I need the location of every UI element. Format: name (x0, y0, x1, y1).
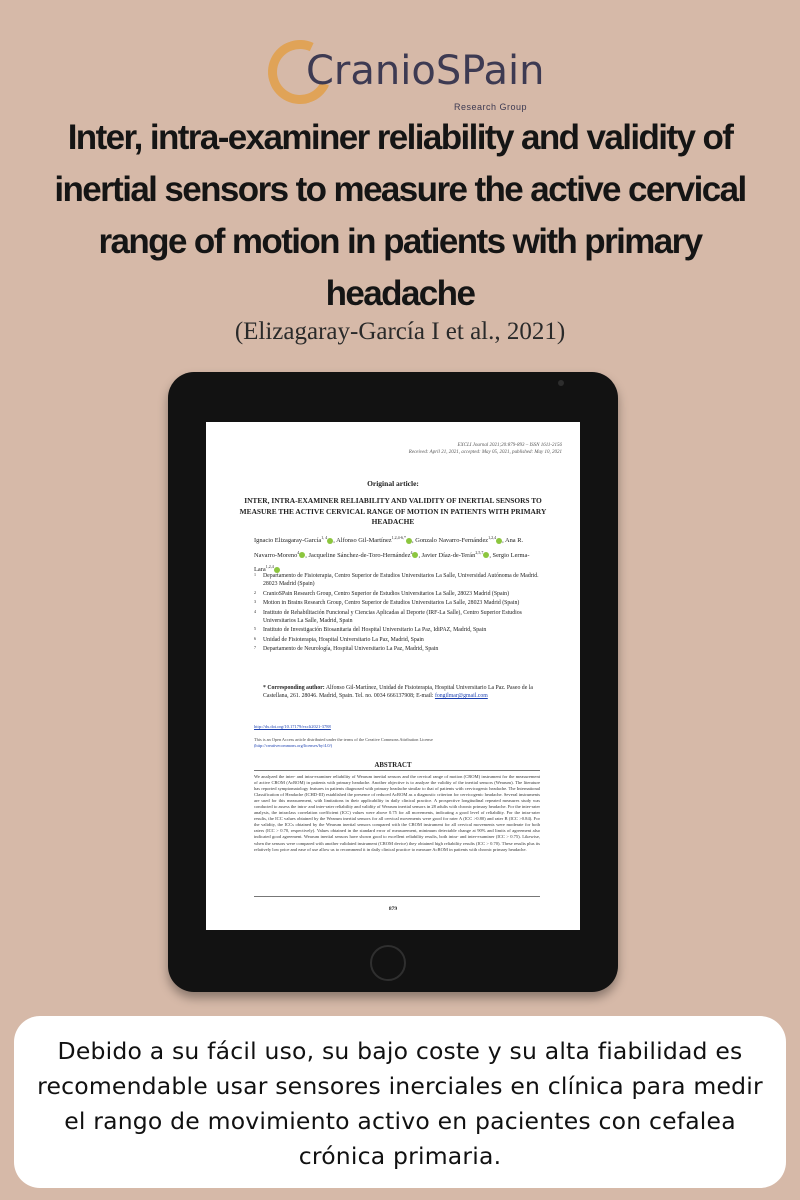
license-text: This is an Open Access article distributed under the terms of the Creative Commons Attribution License (254, 737, 433, 742)
author-affiliation-ref: 4 (297, 549, 300, 555)
abstract-heading: ABSTRACT (374, 762, 412, 769)
affiliation-item (254, 590, 544, 598)
author-affiliation-ref: 2,5,7 (475, 549, 484, 555)
affiliation-text: CranioSPain Research Group, Centro Superior de Estudios Universitarios La Salle, 28023 Madrid (Spain) (263, 590, 510, 597)
conclusion-callout (14, 1016, 786, 1188)
orcid-icon[interactable] (496, 538, 502, 544)
orcid-icon[interactable] (483, 552, 489, 558)
affiliation-number: 3 (254, 599, 256, 604)
affiliation-number: 1 (254, 572, 256, 577)
orcid-icon[interactable] (297, 549, 305, 558)
tablet-home-button[interactable] (370, 945, 406, 981)
cranio-spain-logo (268, 38, 545, 116)
conclusion-text: Debido a su fácil uso, su bajo coste y su alta fiabilidad es recomendable usar sensores inerciales en clínica para medir el rango de movimiento activo en pacientes con cefalea crónica primaria. (37, 1037, 763, 1170)
author-name: Ana R. Navarro-Moreno (254, 537, 524, 559)
journal-line: EXCLI Journal 2021;20:879-893 – ISSN 1611-2156 (457, 443, 562, 448)
corresponding-text: Alfonso Gil-Martínez, Unidad de Fisioterapia, Hospital Universitario La Paz. Paseo de la Castellana, 261. 28046. Madrid, Spain. Tel. no. 0034 666137908; E-mail: (263, 685, 533, 699)
corresponding-email-link[interactable]: fongilmar@gmail.com (434, 693, 488, 699)
author-name: Ignacio Elizagaray-García (254, 537, 322, 545)
affiliation-item (254, 645, 544, 653)
affiliation-number: 5 (254, 626, 256, 631)
abstract-rule-bottom (254, 896, 540, 897)
logo-brand-name: CranioSPain (306, 48, 545, 94)
tablet-device (168, 372, 618, 992)
author-name: Jacqueline Sánchez-de-Toro-Hernández (308, 551, 411, 559)
affiliation-text: Departamento de Neurología, Hospital Universitario La Paz, Madrid, Spain (263, 646, 439, 652)
article-type: Original article: (367, 479, 419, 488)
title-line: inertial sensors to measure the active cervical (54, 170, 746, 209)
author-affiliation-ref: 1,2,4 (265, 564, 274, 570)
affiliation-text: Motion in Brains Research Group, Centro Superior de Estudios Universitarios La Salle, 28023 Madrid (Spain) (263, 600, 520, 606)
license-link[interactable]: (http://creativecommons.org/licenses/by/4.0/) (254, 743, 333, 748)
affiliation-item (254, 599, 544, 607)
title-line: Inter, intra-examiner reliability and validity of (67, 118, 733, 157)
author-affiliation-ref: 1,2,4 (488, 535, 497, 540)
affiliation-text: Instituto de Rehabilitación Funcional y Ciencias Aplicadas al Deporte (IRF-La Salle), Centro Superior Estudios Universitarios La Salle, Madrid, Spain (263, 609, 522, 624)
affiliation-number: 2 (254, 589, 256, 595)
abstract-text: We analyzed the inter- and intra-examiner reliability of Wearum inertial sensors and the cervical range of motion (CROM) instrument for the measurement of active CROM (AcROM) in patients with primary headache. Another objective is to analyze the validity of the inertial sensors (Wearum). The literature has reported symptomatology features in patients diagnosed with primary headache similar to that of patients with cervicogenic headache. The International Classification of Headache (ICHD-III) established the presence of reduced AcROM as a diagnostic criterion for cervicogenic headache. Several instruments are used for this measurement, with limitations in their applicability in daily clinical practice. A prospective longitudinal repeated measures study was conducted to assess the intra- and inter-rater reliability and validity of Wearum inertial sensors in 28 adults with chronic primary headache. For the inter-rater analysis, the intraclass correlation coefficient (ICC) values were above 0.75 for all movements, indicating a good level of reliability. For the intra-rater results, the ICC values obtained by the Wearum inertial sensors for all cervical movements were good for rater A (ICC >0.80) and rater B (ICC >0.84). For the validity, the ICCs obtained by the Wearum inertial sensors compared with the CROM instrument for all cervical movements were moderate for both raters (ICC > 0.70, respectively). Values obtained in the standard error of measurement, minimum detectable change at 90% and limits of agreement also indicated good agreement. Wearum inertial sensors have shown good to excellent reliability results, both intra- and inter-examiner (ICC > 0.75). Likewise, when the sensors were compared with another validated instrument (CROM device) they obtained high reliability results (ICC > 0.70). These results plus its relatively low price and ease of use allow us to recommend it in daily clinical practice to measure AcROM in patients with chronic primary headache. (254, 774, 540, 852)
abstract-rule-top (254, 770, 540, 771)
paper-title: INTER, INTRA-EXAMINER RELIABILITY AND VALIDITY OF INERTIAL SENSORS TO MEASURE THE ACTIVE CERVICAL RANGE OF MOTION IN PATIENTS WITH PRIMARY HEADACHE (239, 496, 547, 526)
affiliation-number: 6 (254, 635, 256, 641)
author-name: Gonzalo Navarro-Fernández (415, 537, 489, 545)
title-line: range of motion in patients with primary (98, 222, 702, 261)
page-title (30, 112, 770, 320)
logo-subtitle: Research Group (454, 102, 528, 112)
affiliation-item (254, 572, 544, 588)
affiliation-text: Unidad de Fisioterapia, Hospital Universitario La Paz, Madrid, Spain (263, 636, 424, 643)
affiliation-item (254, 626, 544, 634)
doi-link[interactable]: http://dx.doi.org/10.17179/excli2021-3788 (254, 724, 331, 729)
affiliation-text: Departamento de Fisioterapia, Centro Superior de Estudios Universitarios La Salle, Universidad Autónoma de Madrid. 28023 Madrid (Spain) (263, 573, 539, 587)
affiliation-number: 7 (254, 645, 256, 650)
dates-line: Received: April 21, 2021, accepted: May 05, 2021, published: May 10, 2021 (408, 450, 562, 455)
author-name: Sergio Lerma-Lara (254, 551, 530, 574)
author-affiliation-ref: 4 (410, 549, 413, 555)
affiliation-item (254, 636, 544, 644)
affiliation-item (254, 609, 544, 625)
author-name: Javier Díaz-de-Terán (421, 551, 476, 559)
orcid-icon[interactable] (410, 549, 418, 558)
tablet-camera (558, 380, 564, 386)
paper-page (206, 422, 580, 930)
author-affiliation-ref: 1, 4 (321, 535, 328, 540)
citation: (Elizagaray-García I et al., 2021) (234, 318, 566, 345)
author-name: Alfonso Gil-Martínez (336, 537, 392, 545)
author-affiliation-ref: 1,2,4-6,* (391, 535, 406, 540)
affiliation-list (254, 572, 544, 655)
affiliation-text: Instituto de Investigación Biosanitaria del Hospital Universitario La Paz, IdiPAZ, Madrid, Spain (263, 627, 487, 633)
author-list: Ignacio Elizagaray-García$^{1, 4}$ , Alfonso Gil-Martínez$^{1,2,4-6,*}$ , Gonzalo Navarro-Fernández$^{1,2,4}$ , Ana R. Navarro-Moreno$^4$ , Jacqueline Sánchez-de-Toro-Hernández$^4$ , Javier Díaz-de-Terán$^{2,5,7}$ , Sergio Lerma-Lara$^{1,2,4}$ (254, 535, 530, 574)
affiliation-number: 4 (254, 608, 256, 614)
title-line: headache (325, 274, 475, 313)
page-number: 879 (388, 906, 398, 912)
corresponding-label: * Corresponding author: (263, 685, 325, 691)
license-note (254, 737, 544, 749)
orcid-icon[interactable] (406, 538, 412, 544)
corresponding-author (254, 684, 544, 700)
journal-header (409, 442, 562, 456)
orcid-icon[interactable] (327, 538, 333, 544)
